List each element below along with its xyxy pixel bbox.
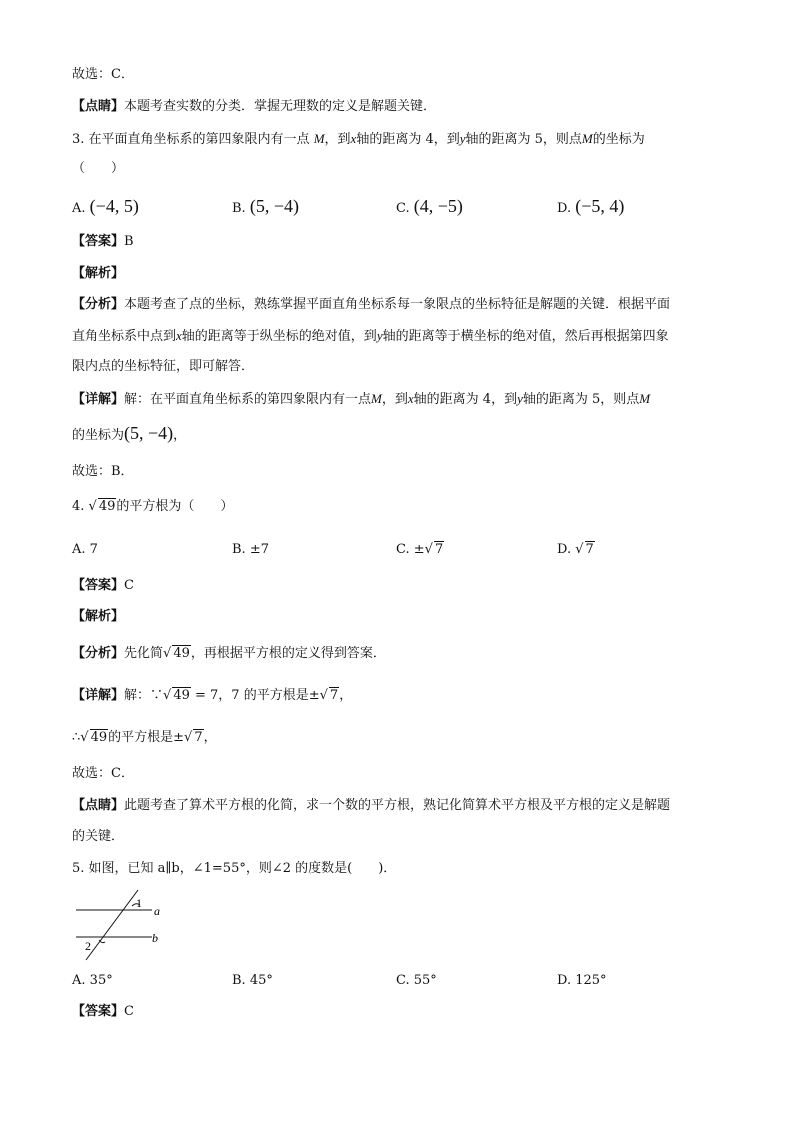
q4-stem <box>72 498 233 516</box>
q3-option-b <box>232 197 299 218</box>
q4-detail <box>72 687 352 705</box>
q3-answer <box>72 233 134 251</box>
transversal-line <box>86 890 138 960</box>
fenxi-text: ，再根据平方根的定义得到答案． <box>190 646 386 661</box>
option-value: (−4, 5) <box>89 196 139 216</box>
angle-2-label: 2 <box>85 939 91 953</box>
radicand: 49 <box>173 688 190 703</box>
sqrt-icon: √ <box>88 499 97 514</box>
fenxi-text: 轴的距离等于纵坐标的绝对值，到 <box>181 329 377 344</box>
detail-text: 的平方根是± <box>108 730 185 745</box>
line-a-label: a <box>154 904 160 918</box>
detail-text: 解：在平面直角坐标系的第四象限内有一点 <box>124 392 372 407</box>
analysis-tag: 【解析】 <box>72 266 125 281</box>
var-y: y <box>517 391 523 406</box>
q4-option-d <box>557 541 595 559</box>
fenxi-text: 先化简 <box>124 646 164 661</box>
detail-text: 解：∵ <box>124 688 164 703</box>
q3-fenxi-2 <box>72 327 669 346</box>
q3-option-c <box>396 197 463 218</box>
angle-2-arc <box>99 940 105 943</box>
q4-fenxi <box>72 645 386 663</box>
q5-option-d <box>557 972 607 990</box>
q3-var-m: M <box>313 131 325 146</box>
q3-stem-part: 轴的距离为 4，到 <box>356 132 460 147</box>
therefore-symbol: ∴ <box>72 730 81 745</box>
q3-var-y: y <box>459 131 466 146</box>
q4-comment-2: 的关键． <box>72 829 125 844</box>
option-value: ±7 <box>249 542 269 557</box>
option-letter: D. <box>557 973 572 988</box>
option-value: (4, −5) <box>413 196 463 216</box>
q3-blank: （ ） <box>72 161 125 176</box>
q4-option-b <box>232 541 269 559</box>
q5-answer <box>72 1003 134 1021</box>
angle-1-label: 1 <box>136 896 142 910</box>
sqrt-icon: √ <box>184 730 193 745</box>
q5-stem: 5. 如图，已知 a∥b，∠1=55°，则∠2 的度数是( )． <box>72 861 397 876</box>
q4-choice: 故选：C． <box>72 766 134 781</box>
option-value: 35° <box>89 973 113 988</box>
var-x: x <box>407 391 414 406</box>
option-letter: C. <box>396 973 410 988</box>
radicand: 7 <box>585 542 594 557</box>
fenxi-tag: 【分析】 <box>72 297 125 312</box>
detail-text: 轴的距离为 4，到 <box>413 392 518 407</box>
answer-value: C <box>124 578 134 593</box>
q3-stem-part: 轴的距离为 5，则点 <box>465 132 582 147</box>
q3-stem <box>72 130 645 149</box>
q3-var-x: x <box>350 131 357 146</box>
q3-option-a <box>72 197 139 218</box>
sqrt-icon: √ <box>163 646 172 661</box>
q5-option-a <box>72 972 113 990</box>
var-m: M <box>639 391 651 406</box>
fenxi-text: 本题考查了点的坐标，熟练掌握平面直角坐标系每一象限点的坐标特征是解题的关键．根据平面 <box>124 297 671 312</box>
sqrt-icon: √ <box>163 688 172 703</box>
q3-detail-2 <box>72 424 186 445</box>
q3-choice: 故选：B． <box>72 464 134 479</box>
q3-fenxi-3: 限内点的坐标特征，即可解答． <box>72 359 255 374</box>
option-letter: A. <box>72 973 86 988</box>
radicand: 49 <box>173 646 190 661</box>
radicand: 49 <box>90 730 108 745</box>
fenxi-text: 轴的距离等于横坐标的绝对值，然后再根据第四象 <box>382 329 669 344</box>
option-value: 125° <box>575 973 607 988</box>
option-letter: B. <box>232 542 246 557</box>
answer-tag: 【答案】 <box>72 1004 125 1019</box>
q5-option-b <box>232 972 273 990</box>
comment-text: 此题考查了算术平方根的化简，求一个数的平方根，熟记化简算术平方根及平方根的定义是解题 <box>124 798 671 813</box>
comment-text: 本题考查实数的分类．掌握无理数的定义是解题关键． <box>124 99 437 114</box>
fenxi-text: 直角坐标系中点到 <box>72 329 177 344</box>
sqrt-icon: √ <box>319 688 328 703</box>
q4-answer <box>72 577 134 595</box>
detail-text: ， <box>173 428 187 443</box>
option-value: (−5, 4) <box>575 196 625 216</box>
var-m: M <box>371 391 382 406</box>
option-value: 7 <box>89 542 98 557</box>
analysis-tag: 【解析】 <box>72 609 125 624</box>
q2-comment <box>72 98 436 116</box>
q4-stem-text: 的平方根为（ ） <box>116 499 234 514</box>
detail-text: ， <box>339 688 353 703</box>
q3-stem-part: 3. 在平面直角坐标系的第四象限内有一点 <box>72 132 310 147</box>
q5-option-c <box>396 972 437 990</box>
var-x: x <box>176 328 182 343</box>
q3-analysis <box>72 265 124 283</box>
q3-detail-1 <box>72 390 650 409</box>
answer-value: C <box>124 1004 134 1019</box>
option-letter: A. <box>72 542 86 557</box>
detail-tag: 【详解】 <box>72 688 125 703</box>
q3-fenxi-1 <box>72 296 670 314</box>
q2-choice: 故选：C． <box>72 67 134 82</box>
option-pm: ± <box>413 542 425 557</box>
sqrt-icon: √ <box>575 542 584 557</box>
detail-text: ，到 <box>381 392 408 407</box>
answer-tag: 【答案】 <box>72 234 125 249</box>
sqrt-icon: √ <box>80 730 89 745</box>
q3-option-d <box>557 197 624 218</box>
detail-text: = 7，7 的平方根是± <box>190 688 320 703</box>
radicand: 7 <box>329 688 339 703</box>
comment-tag: 【点睛】 <box>72 798 125 813</box>
q4-analysis <box>72 608 124 626</box>
detail-tag: 【详解】 <box>72 392 125 407</box>
fenxi-tag: 【分析】 <box>72 646 125 661</box>
option-value: (5, −4) <box>249 196 299 216</box>
option-letter: C. <box>396 542 410 557</box>
option-letter: B. <box>232 973 246 988</box>
q4-therefore <box>72 729 217 747</box>
detail-text: 的坐标为 <box>72 428 125 443</box>
q3-var-m: M <box>581 131 593 146</box>
q4-num: 4. <box>72 499 85 514</box>
sqrt-icon: √ <box>424 542 433 557</box>
radicand: 7 <box>434 542 444 557</box>
option-letter: C. <box>396 201 410 216</box>
option-letter: D. <box>557 542 572 557</box>
parallel-lines-figure <box>72 888 172 963</box>
option-value: 45° <box>249 973 273 988</box>
comment-tag: 【点睛】 <box>72 99 125 114</box>
option-letter: D. <box>557 201 572 216</box>
option-letter: A. <box>72 201 86 216</box>
q4-comment-1 <box>72 797 670 815</box>
option-value: 55° <box>413 973 437 988</box>
q4-option-a <box>72 541 98 559</box>
q4-option-c <box>396 541 444 559</box>
radicand: 7 <box>194 730 203 745</box>
answer-tag: 【答案】 <box>72 578 125 593</box>
radicand: 49 <box>98 499 116 514</box>
detail-coord: (5, −4) <box>124 423 174 443</box>
line-b-label: b <box>152 931 158 945</box>
detail-text: ， <box>203 730 217 745</box>
q3-stem-part: 的坐标为 <box>592 132 645 147</box>
answer-value: B <box>124 234 134 249</box>
detail-text: 轴的距离为 5，则点 <box>522 392 640 407</box>
option-letter: B. <box>232 201 246 216</box>
var-y: y <box>376 328 383 343</box>
q3-stem-part: ，到 <box>324 132 351 147</box>
